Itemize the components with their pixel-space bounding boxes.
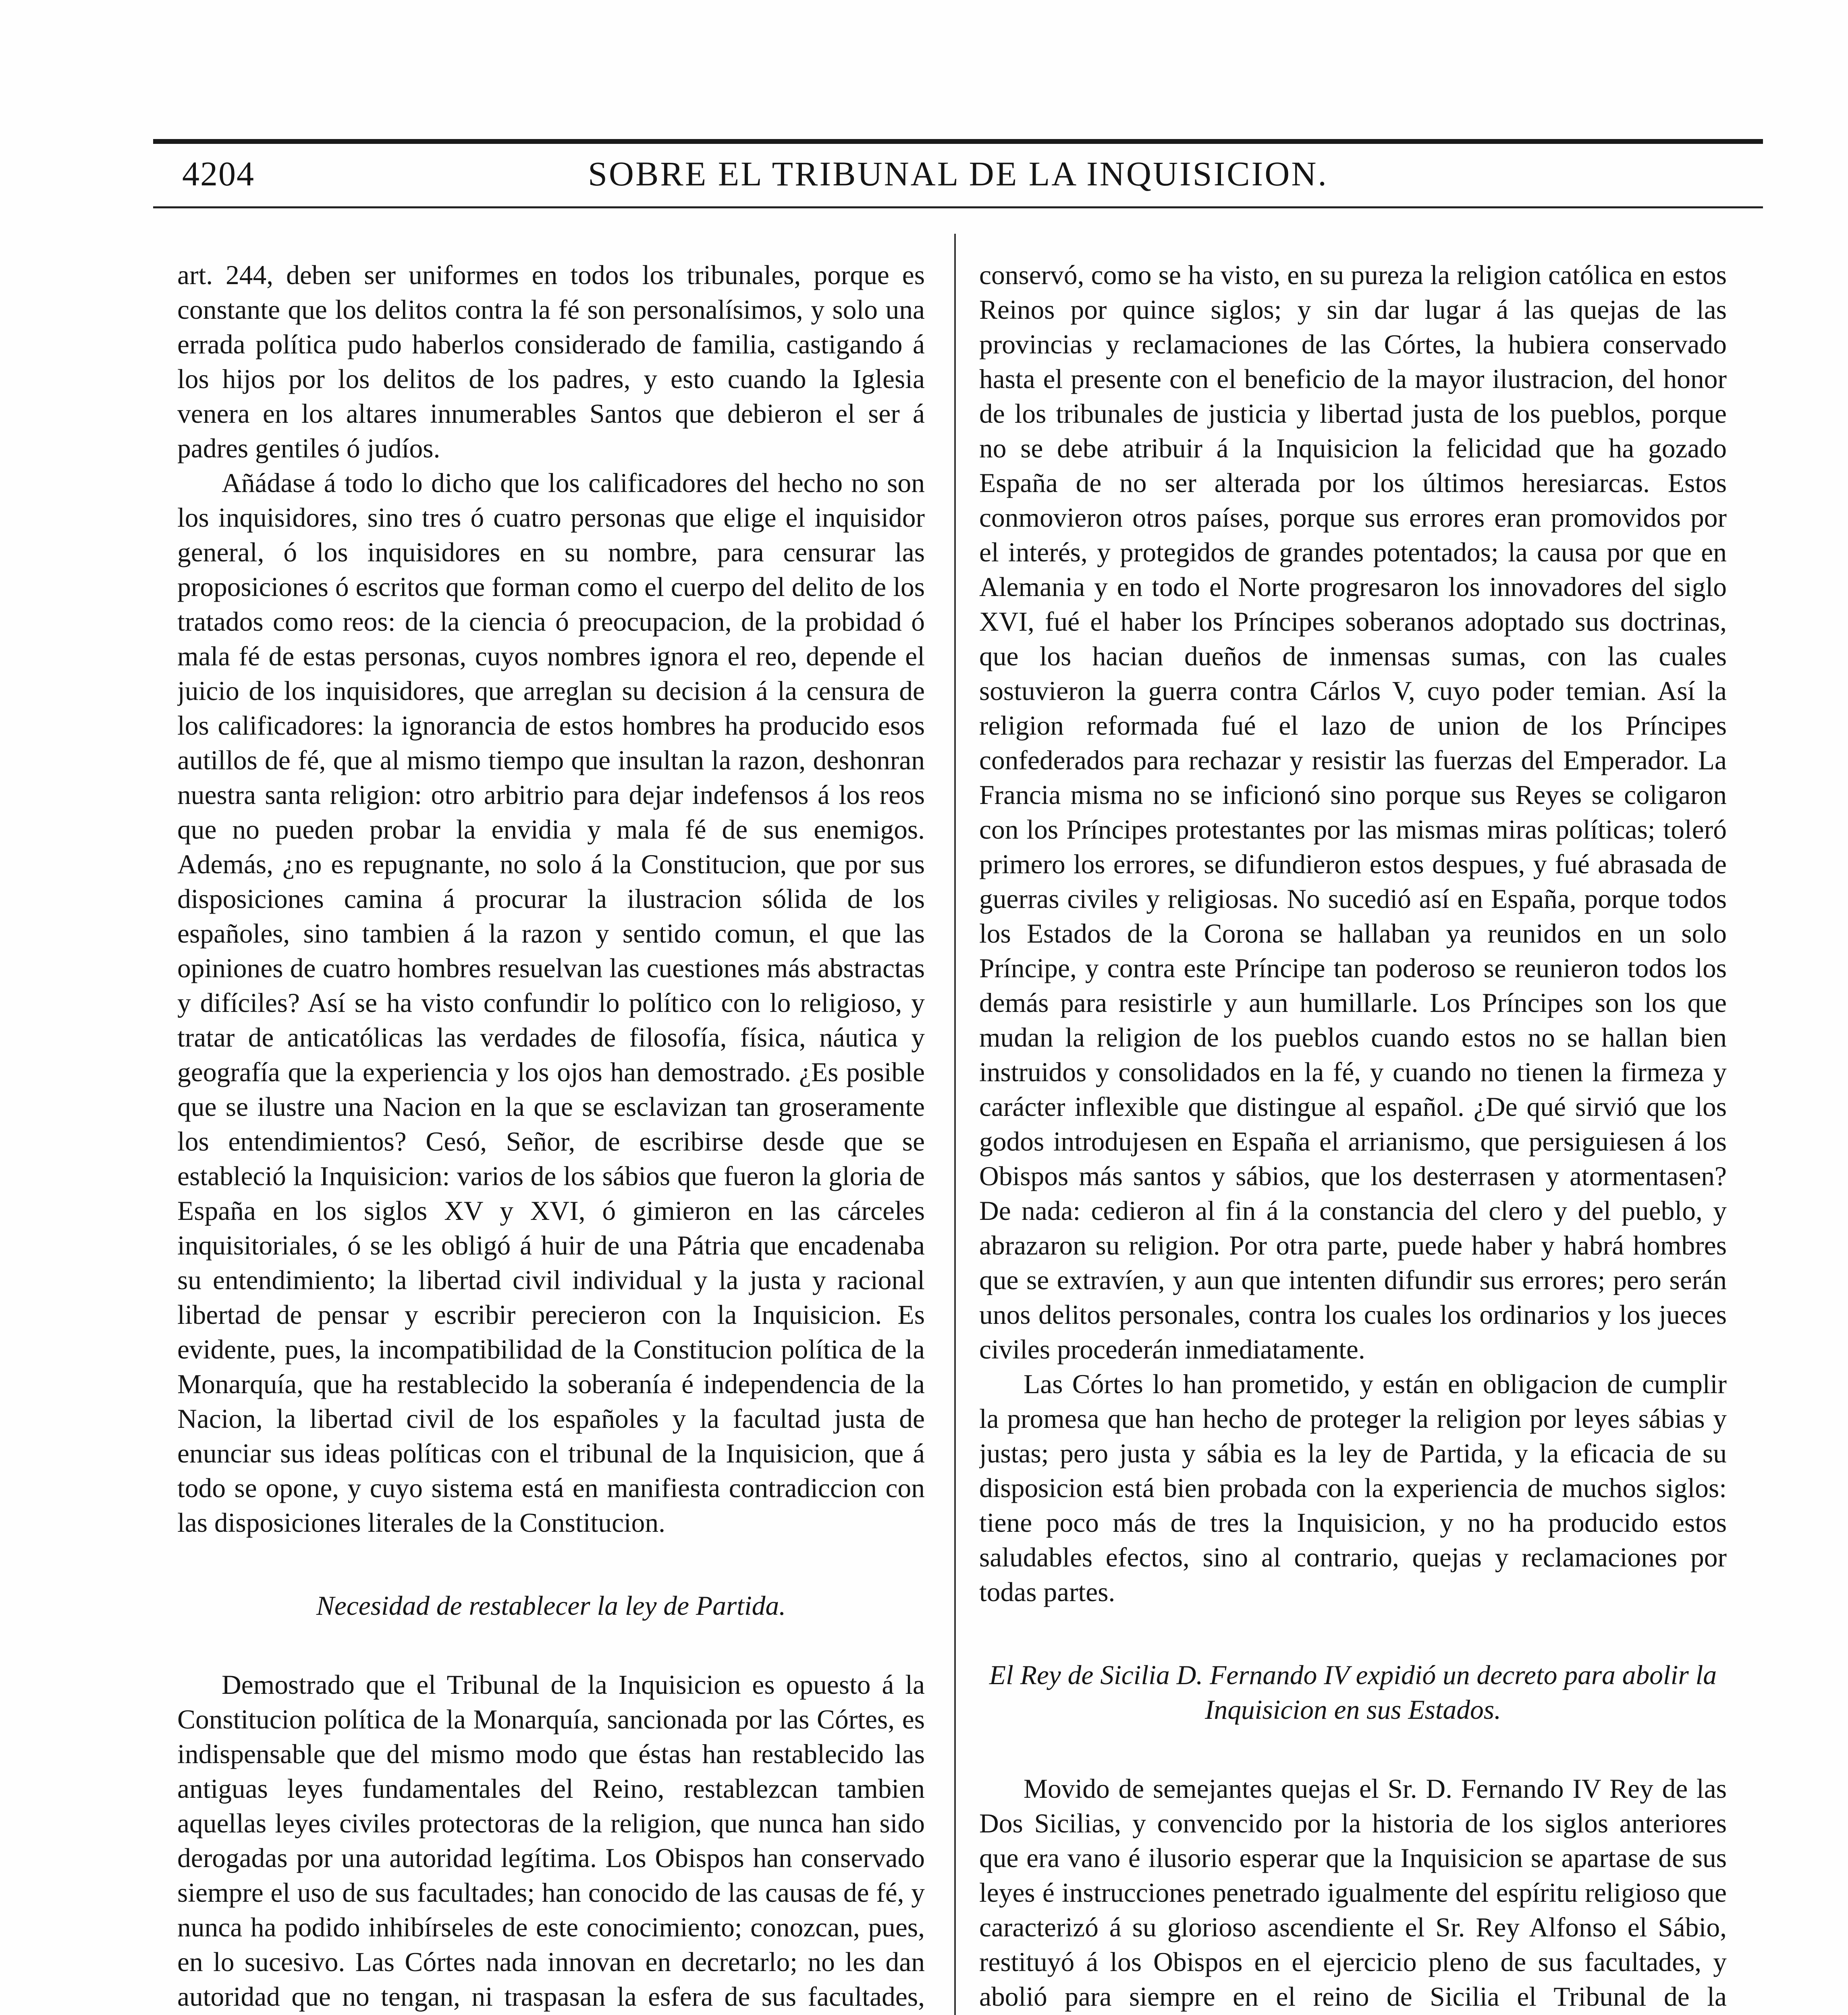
page-number: 4204 <box>182 154 255 193</box>
column-divider <box>954 234 956 2015</box>
left-column <box>177 258 925 2015</box>
left-paragraph-3: Demostrado que el Tribunal de la Inquisicion es opuesto á la Constitucion política de la Monarquía, sancionada por las Córtes, es indispensable que del mismo modo que éstas han restablecido las antiguas leyes fundamentales del Reino, restablezcan tambien aquellas leyes civiles protectoras de la religion, que nunca han sido derogadas por una autoridad legítima. Los Obispos han conservado siempre el uso de sus facultades; han conocido de las causas de fé, y nunca ha podido inhibírseles de este conocimiento; conozcan, pues, en lo sucesivo. Las Córtes nada innovan en decretarlo; no les dan autoridad que no tengan, ni traspasan la esfera de sus facultades, <box>177 1670 925 2012</box>
running-title: SOBRE EL TRIBUNAL DE LA INQUISICION. <box>588 154 1328 193</box>
left-paragraph-1: art. 244, deben ser uniformes en todos los tribunales, porque es constante que los delitos contra la fé son personalísimos, y solo una errada política pudo haberlos considerado de familia, castigando á los hijos por los delitos de los padres, y esto cuando la Iglesia venera en los altares innumerables Santos que debieron el ser á padres gentiles ó judíos. <box>177 260 925 463</box>
left-paragraph-2: Añádase á todo lo dicho que los calificadores del hecho no son los inquisidores, sino tres ó cuatro personas que elige el inquisidor general, ó los inquisidores en su nombre, para censurar las proposiciones ó escritos que forman como el cuerpo del delito de los tratados como reos: de la ciencia ó preocupacion, de la probidad ó mala fé de estas personas, cuyos nombres ignora el reo, depende el juicio de los inquisidores, que arreglan su decision á la censura de los calificadores: la ignorancia de estos hombres ha producido esos autillos de fé, que al mismo tiempo que insultan la razon, deshonran nuestra santa religion: otro arbitrio para dejar indefensos á los reos que no pueden probar la envidia y mala fé de sus enemigos. Además, ¿no es repugnante, no solo á la Constitucion, que por sus disposiciones camina á procurar la ilustracion sólida de los españoles, sino tambien á la razon y sentido comun, el que las opiniones de cuatro hombres resuelvan las cuestiones más abstractas y difíciles? Así se ha visto confundir lo político con lo religioso, y tratar de anticatólicas las verdades de filosofía, física, náutica y geografía que la experiencia y los ojos han demostrado. ¿Es posible que se ilustre una Nacion en la que se esclavizan tan groseramente los entendimientos? Cesó, Señor, de escribirse desde que se estableció la Inquisicion: varios de los sábios que fueron la gloria de España en los siglos XV y XVI, ó gimieron en las cárceles inquisitoriales, ó se les obligó á huir de una Pátria que encadenaba su entendimiento; la libertad civil individual y la justa y racional libertad de pensar y escribir perecieron con la Inquisicion. Es evidente, pues, la incompatibilidad de la Constitucion política de la Monarquía, que ha restablecido la soberanía é independencia de la Nacion, la libertad civil de los españoles y la facultad justa de enunciar sus ideas políticas con el tribunal de la Inquisicion, que á todo se opone, y cuyo sistema está en manifiesta contradiccion con las disposiciones literales de la Constitucion. <box>177 468 925 1538</box>
header-rule <box>153 139 1763 144</box>
header-underline <box>153 206 1763 208</box>
page-header <box>153 151 1763 199</box>
right-column <box>979 258 1727 2015</box>
left-section-heading: Necesidad de restablecer la ley de Partida. <box>316 1591 786 1621</box>
right-section-heading: El Rey de Sicilia D. Fernando IV expidió un decreto para abolir la Inquisicion en sus Estados. <box>989 1660 1717 1725</box>
right-paragraph-3: Movido de semejantes quejas el Sr. D. Fernando IV Rey de las Dos Sicilias, y convencido por la historia de los siglos anteriores que era vano é ilusorio esperar que la Inquisicion se apartase de sus leyes é instrucciones penetrado igualmente del espíritu religioso que caracterizó á su glorioso ascendiente el Sr. Rey Alfonso el Sábio, restituyó á los Obispos en el ejercicio pleno de sus facultades, y abolió para siempre en el reino de Sicilia el Tribunal de la <box>979 1774 1727 2012</box>
right-paragraph-1: conservó, como se ha visto, en su pureza la religion católica en estos Reinos por quince siglos; y sin dar lugar á las quejas de las provincias y reclamaciones de las Córtes, la hubiera conservado hasta el presente con el beneficio de la mayor ilustracion, del honor de los tribunales de justicia y libertad justa de los pueblos, porque no se debe atribuir á la Inquisicion la felicidad que ha gozado España de no ser alterada por los últimos heresiarcas. Estos conmovieron otros países, porque sus errores eran promovidos por el interés, y protegidos de grandes potentados; la causa por que en Alemania y en todo el Norte progresaron los innovadores del siglo XVI, fué el haber los Príncipes soberanos adoptado sus doctrinas, que los hacian dueños de inmensas sumas, con las cuales sostuvieron la guerra contra Cárlos V, cuyo poder temian. Así la religion reformada fué el lazo de union de los Príncipes confederados para rechazar y resistir las fuerzas del Emperador. La Francia misma no se inficionó sino porque sus Reyes se coligaron con los Príncipes protestantes por las mismas miras políticas; toleró primero los errores, se difundieron estos despues, y fué abrasada de guerras civiles y religiosas. No sucedió así en España, porque todos los Estados de la Corona se hallaban ya reunidos en un solo Príncipe, y contra este Príncipe tan poderoso se reunieron todos los demás para resistirle y aun humillarle. Los Príncipes son los que mudan la religion de los pueblos cuando estos no se hallan bien instruidos y consolidados en la fé, y cuando no tienen la firmeza y carácter inflexible que distingue al español. ¿De qué sirvió que los godos introdujesen en España el arrianismo, que persiguiesen á los Obispos más santos y sábios, que los desterrasen y atormentasen? De nada: cedieron al fin á la constancia del clero y del pueblo, y abrazaron su religion. Por otra parte, puede haber y habrá hombres que se extravíen, y aun que intenten difundir sus errores; pero serán unos delitos personales, contra los cuales los ordinarios y los jueces civiles procederán inmediatamente. <box>979 260 1727 1365</box>
right-paragraph-2: Las Córtes lo han prometido, y están en obligacion de cumplir la promesa que han hecho de proteger la religion por leyes sábias y justas; pero justa y sábia es la ley de Partida, y la eficacia de su disposicion está bien probada con la experiencia de muchos siglos: tiene poco más de tres la Inquisicion, y no ha producido estos saludables efectos, sino al contrario, quejas y reclamaciones por todas partes. <box>979 1369 1727 1607</box>
